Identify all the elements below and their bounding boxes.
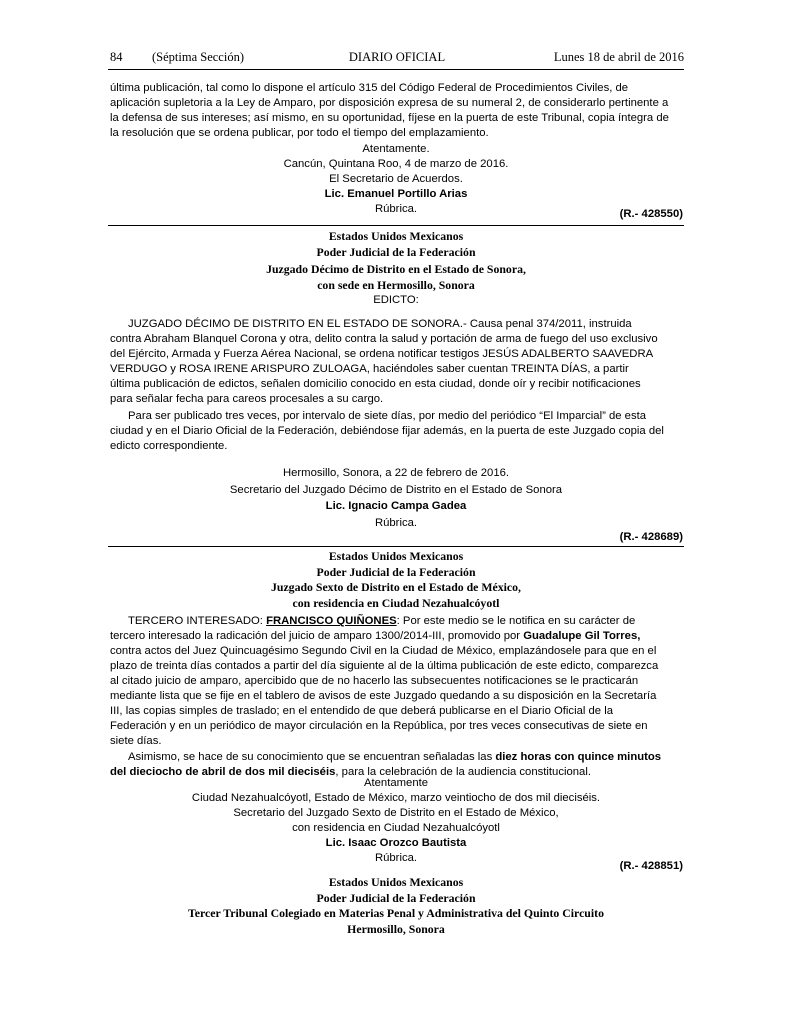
closing: Atentamente (363, 777, 429, 789)
paragraph-line: mediante lista que se fije en el tablero de avisos de este Juzgado quedando a su disposición en la Secretaría (110, 690, 657, 702)
heading-line: Estados Unidos Mexicanos (328, 229, 464, 243)
heading-line: Juzgado Décimo de Distrito en el Estado de Sonora, (266, 261, 526, 276)
notice3-signature-block (108, 776, 684, 866)
signer-name: Lic. Emanuel Portillo Arias (324, 188, 468, 200)
notice2-body (110, 317, 682, 454)
closing: Atentamente. (362, 143, 430, 155)
place-date: Cancún, Quintana Roo, 4 de marzo de 2016. (283, 158, 509, 170)
heading-line: con residencia en Ciudad Nezahualcóyotl (292, 595, 500, 610)
section-label: (Séptima Sección) (152, 50, 244, 64)
paragraph-line: Para ser publicado tres veces, por intervalo de siete días, por medio del periódico “El Imparcial” de esta (128, 410, 647, 422)
party-label: TERCERO INTERESADO: (128, 615, 267, 627)
notice4-heading (108, 875, 684, 937)
notice1-reference: (R.- 428550) (619, 208, 683, 220)
notice3-body (110, 614, 682, 780)
paragraph-line: siete días. (110, 735, 162, 747)
signature-label: Rúbrica. (374, 852, 418, 864)
notice1-signature-block (108, 142, 684, 217)
heading-line: Poder Judicial de la Federación (316, 890, 476, 905)
page-number: 84 (110, 50, 123, 64)
hearing-date: del dieciocho de abril de dos mil dieciséis (110, 766, 336, 778)
notice1-line: aplicación supletoria a la Ley de Amparo, por disposición expresa de su numeral 2, de considerarlo pertinente a (110, 97, 669, 109)
notice-divider (108, 546, 684, 547)
issue-date: Lunes 18 de abril de 2016 (553, 50, 684, 64)
signer-name: Lic. Isaac Orozco Bautista (325, 837, 467, 849)
paragraph-line: al citado juicio de amparo, apercibido que de no hacerlo las subsecuentes notificaciones se le practicarán (110, 675, 639, 687)
place-date: Hermosillo, Sonora, a 22 de febrero de 2016. (282, 467, 510, 479)
notice1-line: última publicación, tal como lo dispone el artículo 315 del Código Federal de Procedimientos Civiles, de (110, 82, 629, 94)
heading-line: Tercer Tribunal Colegiado en Materias Penal y Administrativa del Quinto Circuito (188, 906, 604, 920)
paragraph-text: tercero interesado la radicación del juicio de amparo 1300/2014-III, promovido por (110, 630, 524, 642)
paragraph-line (110, 629, 682, 644)
paragraph-line: contra Abraham Blanquel Corona y otra, delito contra la salud y portación de arma de fuego del uso exclusivo (110, 333, 658, 345)
paragraph-line: contra actos del Juez Quincuagésimo Segundo Civil en la Ciudad de México, emplazándosele para que en el (110, 645, 657, 657)
paragraph-line: edicto correspondiente. (110, 440, 228, 452)
signer-role: Secretario del Juzgado Décimo de Distrito en el Estado de Sonora (229, 483, 563, 496)
signer-role: con residencia en Ciudad Nezahualcóyotl (292, 822, 500, 834)
running-header (110, 50, 684, 66)
paragraph-line: Federación y en un periódico de mayor circulación en la República, por tres veces consecutivas de siete en (110, 720, 648, 732)
heading-line: con sede en Hermosillo, Sonora (317, 277, 475, 292)
heading-line: Poder Judicial de la Federación (316, 245, 476, 260)
notice3-reference: (R.- 428851) (619, 860, 683, 872)
paragraph-text: , para la celebración de la audiencia constitucional. (335, 766, 591, 778)
notice-divider (108, 225, 684, 226)
paragraph-text: Asimismo, se hace de su conocimiento que se encuentran señaladas las (128, 751, 496, 763)
hearing-time: diez horas con quince minutos (495, 751, 662, 763)
paragraph-text: : Por este medio se le notifica en su carácter de (396, 615, 636, 627)
paragraph-line: VERDUGO y ROSA IRENE ARISPURO ZULOAGA, haciéndoles saber cuentan TREINTA DÍAS, a partir (110, 363, 629, 375)
notice2-heading (108, 228, 684, 293)
paragraph-line: plazo de treinta días contados a partir del día siguiente al de la última publicación de este edicto, comparezca (110, 660, 659, 672)
paragraph-line: para señalar fecha para careos procesales a su cargo. (110, 393, 384, 405)
heading-line: Hermosillo, Sonora (347, 921, 445, 936)
notice3-heading (108, 549, 684, 611)
signature-label: Rúbrica. (374, 203, 418, 215)
heading-line: Estados Unidos Mexicanos (328, 549, 464, 563)
notice2-doc-type: EDICTO: (373, 294, 419, 306)
paragraph-line (110, 750, 682, 765)
heading-line: Poder Judicial de la Federación (316, 564, 476, 579)
signature-label: Rúbrica. (374, 516, 418, 529)
notice2-reference: (R.- 428689) (619, 531, 683, 543)
paragraph-line: del Ejército, Armada y Fuerza Aérea Nacional, se ordena notificar testigos JESÚS ADALBERTO SAAVEDRA (110, 348, 654, 360)
paragraph-line (110, 614, 682, 629)
party-name: FRANCISCO QUIÑONES (266, 615, 397, 627)
paragraph-line: III, las copias simples de traslado; en el entendido de que deberá publicarse en el Diario Oficial de la (110, 705, 614, 717)
notice1-body (110, 81, 682, 141)
heading-line: Estados Unidos Mexicanos (328, 875, 464, 889)
plaintiff-name: Guadalupe Gil Torres, (523, 630, 641, 642)
publication-title: DIARIO OFICIAL (348, 50, 446, 64)
notice1-line: la defensa de sus intereses; así mismo, en su oportunidad, fíjese en la puerta de este Tribunal, copia íntegra de (110, 112, 669, 124)
notice1-line: la resolución que se ordena publicar, por todo el tiempo del emplazamiento. (110, 127, 489, 139)
signer-role: El Secretario de Acuerdos. (329, 173, 463, 185)
notice2-signature-block (108, 465, 684, 531)
paragraph-line: ciudad y en el Diario Oficial de la Federación, debiéndose fijar además, en la puerta de este Juzgado copia del (110, 425, 664, 437)
header-rule (108, 69, 684, 70)
place-date: Ciudad Nezahualcóyotl, Estado de México, marzo veintiocho de dos mil dieciséis. (191, 792, 601, 804)
signer-role: Secretario del Juzgado Sexto de Distrito en el Estado de México, (233, 807, 559, 819)
heading-line: Juzgado Sexto de Distrito en el Estado de México, (270, 580, 521, 594)
paragraph-line: JUZGADO DÉCIMO DE DISTRITO EN EL ESTADO DE SONORA.- Causa penal 374/2011, instruida (128, 318, 632, 330)
paragraph-line: última publicación de edictos, señalen domicilio conocido en esta ciudad, donde oír y recibir notificaciones (110, 378, 641, 390)
signer-name: Lic. Ignacio Campa Gadea (325, 500, 467, 512)
